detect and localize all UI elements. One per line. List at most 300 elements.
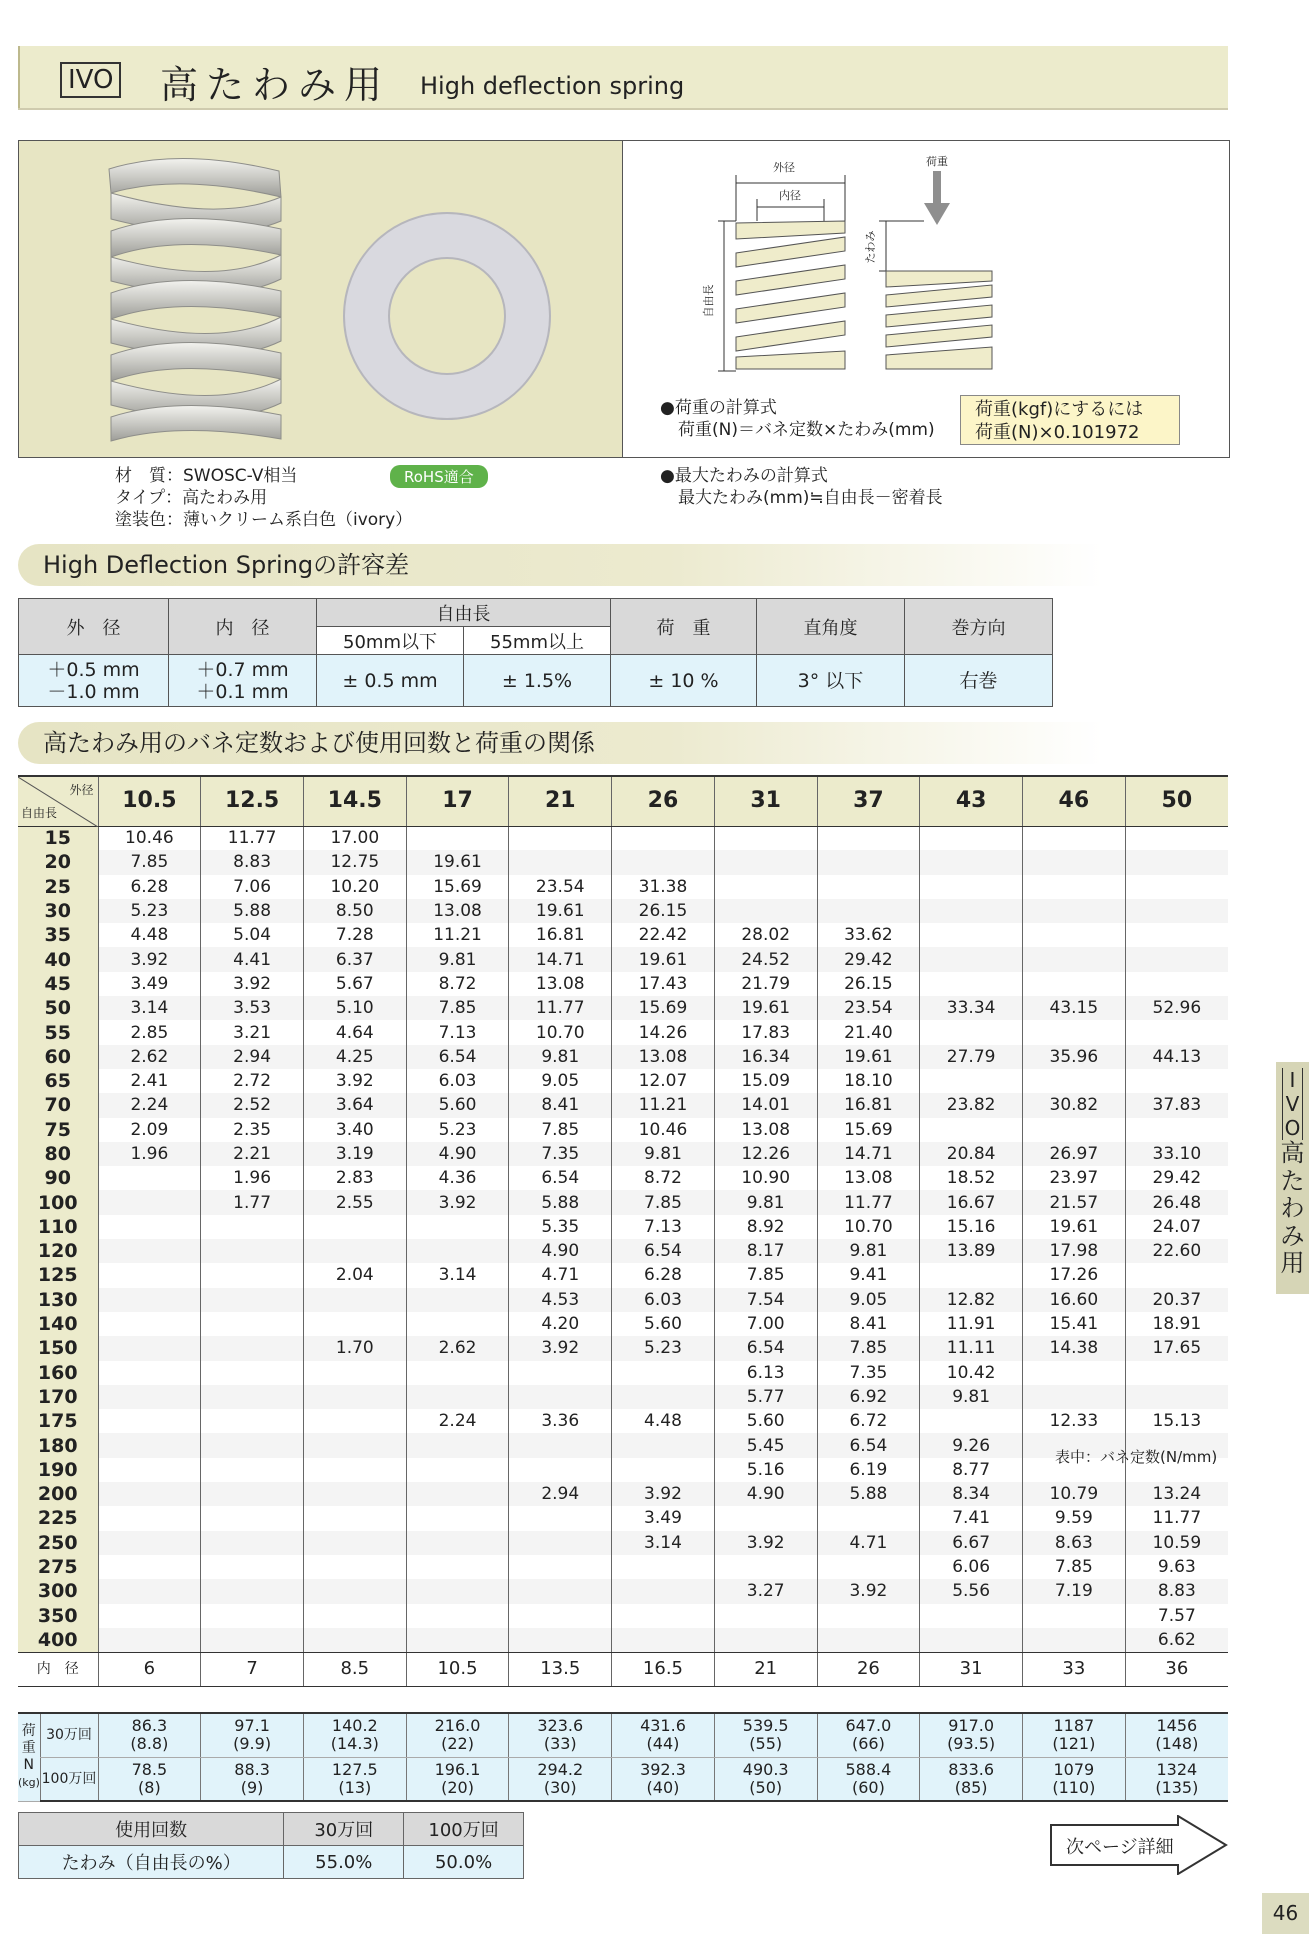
free-length-cell: 100: [18, 1190, 98, 1214]
spring-rate-cell: 31.38: [612, 875, 715, 899]
spring-rate-cell: [98, 1409, 201, 1433]
table-row: [18, 1215, 1228, 1239]
free-length-cell: 300: [18, 1579, 98, 1603]
spring-rate-cell: 3.64: [303, 1093, 406, 1117]
spring-rate-cell: 13.08: [817, 1166, 920, 1190]
spring-rate-cell: 4.90: [509, 1239, 612, 1263]
spring-rate-cell: 6.92: [817, 1385, 920, 1409]
title-en: High deflection spring: [420, 72, 685, 100]
label-outer-dia: 外径: [773, 161, 795, 174]
spring-rate-cell: [98, 1579, 201, 1603]
spring-rate-cell: 7.00: [714, 1312, 817, 1336]
table-row: [18, 1385, 1228, 1409]
spring-rate-cell: 4.25: [303, 1045, 406, 1069]
spring-rate-cell: 2.94: [201, 1045, 304, 1069]
spring-rate-cell: 6.03: [406, 1069, 509, 1093]
spring-rate-cell: 2.83: [303, 1166, 406, 1190]
spring-rate-cell: [98, 1166, 201, 1190]
spring-rate-cell: [201, 1482, 304, 1506]
spring-rate-cell: [612, 826, 715, 850]
spring-rate-cell: 6.28: [98, 875, 201, 899]
spring-rate-cell: 3.14: [98, 996, 201, 1020]
spring-rate-cell: 6.37: [303, 947, 406, 971]
side-index-tab[interactable]: [1276, 1062, 1309, 1294]
free-length-cell: 70: [18, 1093, 98, 1117]
spring-rate-cell: 20.37: [1125, 1288, 1228, 1312]
spring-rate-cell: 15.69: [817, 1118, 920, 1142]
spring-rate-cell: [714, 850, 817, 874]
spring-rate-cell: [817, 1506, 920, 1530]
spring-rate-cell: [1022, 899, 1125, 923]
spring-rate-cell: [509, 1579, 612, 1603]
spring-rate-cell: 16.67: [920, 1190, 1023, 1214]
side-tab-char: 用: [1280, 1249, 1305, 1277]
spring-rate-cell: 30.82: [1022, 1093, 1125, 1117]
free-length-cell: 225: [18, 1506, 98, 1530]
spring-rate-cell: 29.42: [817, 947, 920, 971]
spring-rate-cell: [612, 1604, 715, 1628]
spring-rate-cell: 23.54: [509, 875, 612, 899]
spring-rate-cell: 5.67: [303, 972, 406, 996]
spring-rate-cell: 4.53: [509, 1288, 612, 1312]
bore-cell: 33: [1022, 1652, 1125, 1686]
spring-rate-cell: 12.07: [612, 1069, 715, 1093]
spring-rate-cell: 11.77: [1125, 1506, 1228, 1530]
spring-rate-cell: [406, 1482, 509, 1506]
spring-rate-cell: [1125, 875, 1228, 899]
bore-label: 内 径: [18, 1652, 98, 1686]
load-cell: 539.5 (55): [714, 1713, 817, 1757]
spring-rate-cell: 8.50: [303, 899, 406, 923]
tolerance-table: 外 径 内 径 自由長 荷 重 直角度 巻方向 50mm以下 55mm以上 ＋0.5 mm －1.0 mm ＋0.7 mm ＋0.1 mm ± 0.5 mm ± 1.5% ± 10 % 3° 以下 右巻: [18, 598, 1053, 707]
table-row: [18, 923, 1228, 947]
load-cycle-label: 30万回: [40, 1713, 98, 1757]
spring-rate-cell: [612, 1579, 715, 1603]
table-row: [18, 1288, 1228, 1312]
spring-rate-cell: 2.62: [98, 1045, 201, 1069]
spring-rate-cell: 5.23: [98, 899, 201, 923]
spring-rate-cell: [1022, 1118, 1125, 1142]
free-length-cell: 170: [18, 1385, 98, 1409]
spring-rate-cell: [509, 1506, 612, 1530]
spring-rate-cell: 2.09: [98, 1118, 201, 1142]
spring-rate-cell: 23.54: [817, 996, 920, 1020]
spring-rate-cell: [201, 1506, 304, 1530]
spring-rate-cell: 21.57: [1022, 1190, 1125, 1214]
spring-rate-cell: [920, 972, 1023, 996]
free-length-cell: 120: [18, 1239, 98, 1263]
spring-rate-cell: 18.91: [1125, 1312, 1228, 1336]
table-row: [18, 850, 1228, 874]
spring-rate-cell: 1.77: [201, 1190, 304, 1214]
spring-rate-cell: [920, 826, 1023, 850]
spring-rate-cell: 6.03: [612, 1288, 715, 1312]
spring-rate-cell: [303, 1288, 406, 1312]
spring-rate-cell: 10.42: [920, 1361, 1023, 1385]
spring-rate-cell: 2.41: [98, 1069, 201, 1093]
spring-rate-cell: 15.69: [612, 996, 715, 1020]
page-number: 46: [1262, 1893, 1309, 1934]
spring-rate-cell: 7.06: [201, 875, 304, 899]
table-row: [18, 875, 1228, 899]
spring-rate-cell: 4.48: [98, 923, 201, 947]
spring-rate-cell: 6.72: [817, 1409, 920, 1433]
usage-table: 使用回数 30万回 100万回 たわみ（自由長の%） 55.0% 50.0%: [18, 1812, 524, 1879]
spring-rate-cell: 3.49: [612, 1506, 715, 1530]
free-length-cell: 50: [18, 996, 98, 1020]
load-side-label: 荷 重 N (kg): [18, 1713, 40, 1801]
next-page-label: 次ページ詳細: [1066, 1837, 1174, 1858]
spring-rate-cell: [1022, 1069, 1125, 1093]
spring-rate-cell: 7.85: [98, 850, 201, 874]
free-length-cell: 130: [18, 1288, 98, 1312]
spring-rate-cell: [406, 1215, 509, 1239]
table-row: [18, 1531, 1228, 1555]
spring-rate-cell: [406, 1506, 509, 1530]
spring-rate-cell: [714, 875, 817, 899]
side-tab-char: 高: [1280, 1139, 1305, 1167]
spring-rate-cell: 5.10: [303, 996, 406, 1020]
spring-rate-cell: 2.72: [201, 1069, 304, 1093]
spring-rate-cell: 8.63: [1022, 1531, 1125, 1555]
free-length-cell: 160: [18, 1361, 98, 1385]
spring-rate-cell: 9.41: [817, 1263, 920, 1287]
free-length-cell: 60: [18, 1045, 98, 1069]
spring-rate-cell: 3.27: [714, 1579, 817, 1603]
spring-rate-cell: [612, 1361, 715, 1385]
spring-rate-cell: [1022, 972, 1125, 996]
spring-rate-cell: [1022, 1361, 1125, 1385]
spring-rate-cell: 17.65: [1125, 1336, 1228, 1360]
spring-rate-cell: [201, 1555, 304, 1579]
spring-rate-cell: 5.88: [817, 1482, 920, 1506]
corner-od-label: 外径: [69, 783, 94, 797]
spring-rate-cell: 23.82: [920, 1093, 1023, 1117]
spring-rate-cell: [1125, 1069, 1228, 1093]
load-cell: 1456 (148): [1125, 1713, 1228, 1757]
spring-rate-cell: 8.83: [1125, 1579, 1228, 1603]
spring-rate-cell: 27.79: [920, 1045, 1023, 1069]
spring-rate-cell: 14.26: [612, 1020, 715, 1044]
spring-rate-cell: 17.98: [1022, 1239, 1125, 1263]
spring-rate-table: [18, 775, 1228, 1687]
spring-rate-cell: [1125, 1020, 1228, 1044]
load-cell: 392.3 (40): [612, 1757, 715, 1801]
free-length-cell: 250: [18, 1531, 98, 1555]
spring-rate-cell: [920, 923, 1023, 947]
spring-rate-cell: [406, 1433, 509, 1457]
free-length-cell: 80: [18, 1142, 98, 1166]
bore-cell: 16.5: [612, 1652, 715, 1686]
od-header: 46: [1022, 776, 1125, 826]
spring-rate-cell: [612, 1433, 715, 1457]
spring-rate-cell: 14.71: [817, 1142, 920, 1166]
spring-rate-cell: [201, 1361, 304, 1385]
spring-rate-cell: 4.71: [509, 1263, 612, 1287]
spring-rate-cell: 9.63: [1125, 1555, 1228, 1579]
spring-rate-cell: 5.60: [714, 1409, 817, 1433]
spring-rate-cell: [201, 1409, 304, 1433]
spring-rate-cell: [612, 850, 715, 874]
spring-rate-cell: [98, 1531, 201, 1555]
spring-rate-cell: 9.59: [1022, 1506, 1125, 1530]
spring-rate-cell: 6.19: [817, 1458, 920, 1482]
header-corner: [18, 776, 98, 826]
spring-rate-cell: 29.42: [1125, 1166, 1228, 1190]
spring-rate-cell: 10.46: [612, 1118, 715, 1142]
spring-rate-cell: [1125, 1118, 1228, 1142]
spring-rate-cell: 3.14: [406, 1263, 509, 1287]
spring-rate-cell: 16.34: [714, 1045, 817, 1069]
spring-rate-cell: 2.52: [201, 1093, 304, 1117]
free-length-cell: 400: [18, 1628, 98, 1652]
spring-rate-cell: 2.04: [303, 1263, 406, 1287]
spring-rate-cell: 7.85: [406, 996, 509, 1020]
spring-rate-cell: 2.24: [98, 1093, 201, 1117]
spring-illustration: [19, 141, 623, 457]
spring-rate-cell: [920, 1020, 1023, 1044]
spring-rate-cell: [509, 1385, 612, 1409]
spring-rate-cell: [201, 1433, 304, 1457]
spring-rate-cell: [612, 1458, 715, 1482]
spring-rate-cell: 16.60: [1022, 1288, 1125, 1312]
spring-rate-cell: 9.05: [817, 1288, 920, 1312]
spring-rate-cell: 3.92: [406, 1190, 509, 1214]
corner-free-length-label: 自由長: [21, 805, 58, 820]
spring-rate-cell: 7.85: [1022, 1555, 1125, 1579]
free-length-cell: 45: [18, 972, 98, 996]
spring-rate-cell: 8.77: [920, 1458, 1023, 1482]
spring-rate-cell: [98, 1288, 201, 1312]
free-length-cell: 150: [18, 1336, 98, 1360]
bore-cell: 21: [714, 1652, 817, 1686]
load-cell: 1079 (110): [1022, 1757, 1125, 1801]
spring-rate-cell: 7.85: [612, 1190, 715, 1214]
spring-rate-cell: 26.15: [612, 899, 715, 923]
spring-rate-cell: [303, 1312, 406, 1336]
side-tab-char: わ: [1280, 1194, 1305, 1222]
spring-rate-cell: [303, 1531, 406, 1555]
table-row: [18, 1093, 1228, 1117]
label-free-length: 自由長: [702, 284, 715, 318]
spring-rate-cell: 5.16: [714, 1458, 817, 1482]
bore-cell: 6: [98, 1652, 201, 1686]
free-length-cell: 175: [18, 1409, 98, 1433]
spring-rate-cell: 1.96: [201, 1166, 304, 1190]
spring-rate-cell: 6.67: [920, 1531, 1023, 1555]
spring-rate-cell: 15.69: [406, 875, 509, 899]
label-inner-dia: 内径: [779, 189, 801, 202]
table-row: [18, 1045, 1228, 1069]
load-cell: 1187 (121): [1022, 1713, 1125, 1757]
spring-rate-cell: [509, 1458, 612, 1482]
bore-row: [18, 1652, 1228, 1686]
spring-rate-cell: [714, 1628, 817, 1652]
spring-rate-cell: 6.13: [714, 1361, 817, 1385]
od-header: 31: [714, 776, 817, 826]
material-info: 材 質：SWOSC-V相当 タイプ：高たわみ用 塗装色：薄いクリーム系白色（ivory）: [115, 466, 413, 530]
spring-rate-cell: 33.62: [817, 923, 920, 947]
spring-rate-cell: [612, 1555, 715, 1579]
spring-rate-cell: 7.13: [612, 1215, 715, 1239]
spring-rate-cell: 10.59: [1125, 1531, 1228, 1555]
free-length-cell: 125: [18, 1263, 98, 1287]
spring-rate-cell: 22.42: [612, 923, 715, 947]
spring-rate-cell: 13.08: [612, 1045, 715, 1069]
od-header: 43: [920, 776, 1023, 826]
spring-rate-cell: 11.21: [612, 1093, 715, 1117]
table-row: [18, 1069, 1228, 1093]
spring-rate-cell: 6.54: [406, 1045, 509, 1069]
kgf-conversion-box: 荷重(kgf)にするには 荷重(N)×0.101972: [960, 395, 1180, 445]
spring-rate-cell: [817, 1555, 920, 1579]
spring-rate-cell: [1125, 899, 1228, 923]
spring-rate-cell: 20.84: [920, 1142, 1023, 1166]
free-length-cell: 65: [18, 1069, 98, 1093]
spring-rate-cell: [201, 1336, 304, 1360]
free-length-cell: 55: [18, 1020, 98, 1044]
spring-rate-cell: 7.19: [1022, 1579, 1125, 1603]
spring-rate-cell: [817, 1604, 920, 1628]
spring-rate-cell: 5.23: [612, 1336, 715, 1360]
table-row: [18, 1458, 1228, 1482]
spring-rate-cell: 8.72: [406, 972, 509, 996]
free-length-cell: 110: [18, 1215, 98, 1239]
load-row: [18, 1757, 1228, 1801]
table-row: [18, 899, 1228, 923]
spring-rate-cell: [1125, 947, 1228, 971]
table-row: [18, 1190, 1228, 1214]
spring-rate-cell: 2.94: [509, 1482, 612, 1506]
spring-rate-cell: 11.91: [920, 1312, 1023, 1336]
spring-rate-cell: 14.01: [714, 1093, 817, 1117]
spring-rate-cell: 5.23: [406, 1118, 509, 1142]
spring-rate-cell: 10.79: [1022, 1482, 1125, 1506]
load-cell: 97.1 (9.9): [201, 1713, 304, 1757]
free-length-cell: 190: [18, 1458, 98, 1482]
spring-rate-cell: 2.62: [406, 1336, 509, 1360]
spring-rate-cell: [509, 826, 612, 850]
spring-rate-cell: [201, 1239, 304, 1263]
table-row: [18, 1166, 1228, 1190]
spring-rate-cell: 19.61: [406, 850, 509, 874]
spring-rate-cell: 3.92: [509, 1336, 612, 1360]
spring-rate-cell: 7.85: [714, 1263, 817, 1287]
spring-rate-cell: 44.13: [1125, 1045, 1228, 1069]
spring-rate-cell: [98, 1555, 201, 1579]
spring-rate-cell: [98, 1628, 201, 1652]
spring-rate-cell: 23.97: [1022, 1166, 1125, 1190]
spring-rate-cell: 3.21: [201, 1020, 304, 1044]
spring-rate-cell: 4.71: [817, 1531, 920, 1555]
spring-rate-cell: [1125, 972, 1228, 996]
spring-rate-cell: [406, 1555, 509, 1579]
spring-rate-cell: 8.41: [509, 1093, 612, 1117]
spring-rate-cell: 2.35: [201, 1118, 304, 1142]
bore-cell: 7: [201, 1652, 304, 1686]
spring-rate-cell: 13.08: [406, 899, 509, 923]
spring-rate-cell: 14.38: [1022, 1336, 1125, 1360]
spring-rate-cell: [406, 1579, 509, 1603]
spring-rate-cell: 15.13: [1125, 1409, 1228, 1433]
spring-rate-cell: [920, 1604, 1023, 1628]
spring-rate-cell: [406, 826, 509, 850]
spring-rate-cell: 4.20: [509, 1312, 612, 1336]
spring-rate-cell: 17.43: [612, 972, 715, 996]
od-header: 50: [1125, 776, 1228, 826]
spring-rate-cell: 9.81: [612, 1142, 715, 1166]
spring-rate-cell: 19.61: [509, 899, 612, 923]
spring-rate-cell: 26.97: [1022, 1142, 1125, 1166]
spring-rate-cell: 5.60: [612, 1312, 715, 1336]
spring-rate-cell: [714, 826, 817, 850]
spring-rate-cell: 2.55: [303, 1190, 406, 1214]
load-row: [18, 1713, 1228, 1757]
spring-rate-cell: [303, 1604, 406, 1628]
spring-rate-cell: [201, 1579, 304, 1603]
spring-rate-cell: 8.72: [612, 1166, 715, 1190]
spring-rate-cell: 11.77: [817, 1190, 920, 1214]
spring-rate-cell: 3.36: [509, 1409, 612, 1433]
spring-rate-cell: 6.06: [920, 1555, 1023, 1579]
side-tab-char: O: [1282, 1116, 1303, 1140]
spring-rate-cell: [612, 1628, 715, 1652]
spring-rate-cell: [509, 1555, 612, 1579]
spring-rate-cell: 7.54: [714, 1288, 817, 1312]
title-jp: 高たわみ用: [160, 63, 391, 107]
spring-rate-cell: 43.15: [1022, 996, 1125, 1020]
spring-rate-cell: 5.35: [509, 1215, 612, 1239]
unit-note: 表中：バネ定数(N/mm): [1055, 1448, 1218, 1466]
spring-rate-cell: [303, 1579, 406, 1603]
spring-rate-cell: [98, 1506, 201, 1530]
spring-rate-cell: [98, 1433, 201, 1457]
spring-rate-cell: 12.82: [920, 1288, 1023, 1312]
spring-rate-cell: 11.21: [406, 923, 509, 947]
table-row: [18, 1482, 1228, 1506]
spring-rate-cell: 17.83: [714, 1020, 817, 1044]
table-row: [18, 1336, 1228, 1360]
spring-rate-cell: 2.85: [98, 1020, 201, 1044]
spring-rate-cell: 3.49: [98, 972, 201, 996]
spring-rate-cell: [303, 1482, 406, 1506]
spring-rate-cell: 10.46: [98, 826, 201, 850]
spring-rate-cell: [303, 1458, 406, 1482]
spring-rate-cell: 37.83: [1125, 1093, 1228, 1117]
spring-rate-cell: [817, 899, 920, 923]
table-row: [18, 1555, 1228, 1579]
od-header: 12.5: [201, 776, 304, 826]
spring-rate-cell: 16.81: [817, 1093, 920, 1117]
spring-rate-cell: [1022, 1020, 1125, 1044]
side-tab-char: V: [1282, 1092, 1303, 1116]
spring-rate-cell: [920, 899, 1023, 923]
next-page-button[interactable]: [1050, 1815, 1230, 1875]
table-row: [18, 996, 1228, 1020]
spring-rate-cell: 3.92: [201, 972, 304, 996]
spring-rate-cell: 4.41: [201, 947, 304, 971]
spring-rate-cell: 3.53: [201, 996, 304, 1020]
spring-rate-cell: [817, 850, 920, 874]
spring-rate-cell: [98, 1190, 201, 1214]
spring-rate-cell: [1022, 1628, 1125, 1652]
page-header: [18, 46, 1228, 108]
spring-rate-cell: 4.48: [612, 1409, 715, 1433]
spring-rate-cell: 11.77: [509, 996, 612, 1020]
spring-rate-cell: 19.61: [817, 1045, 920, 1069]
spring-rate-cell: [612, 1385, 715, 1409]
spring-rate-cell: 7.35: [509, 1142, 612, 1166]
